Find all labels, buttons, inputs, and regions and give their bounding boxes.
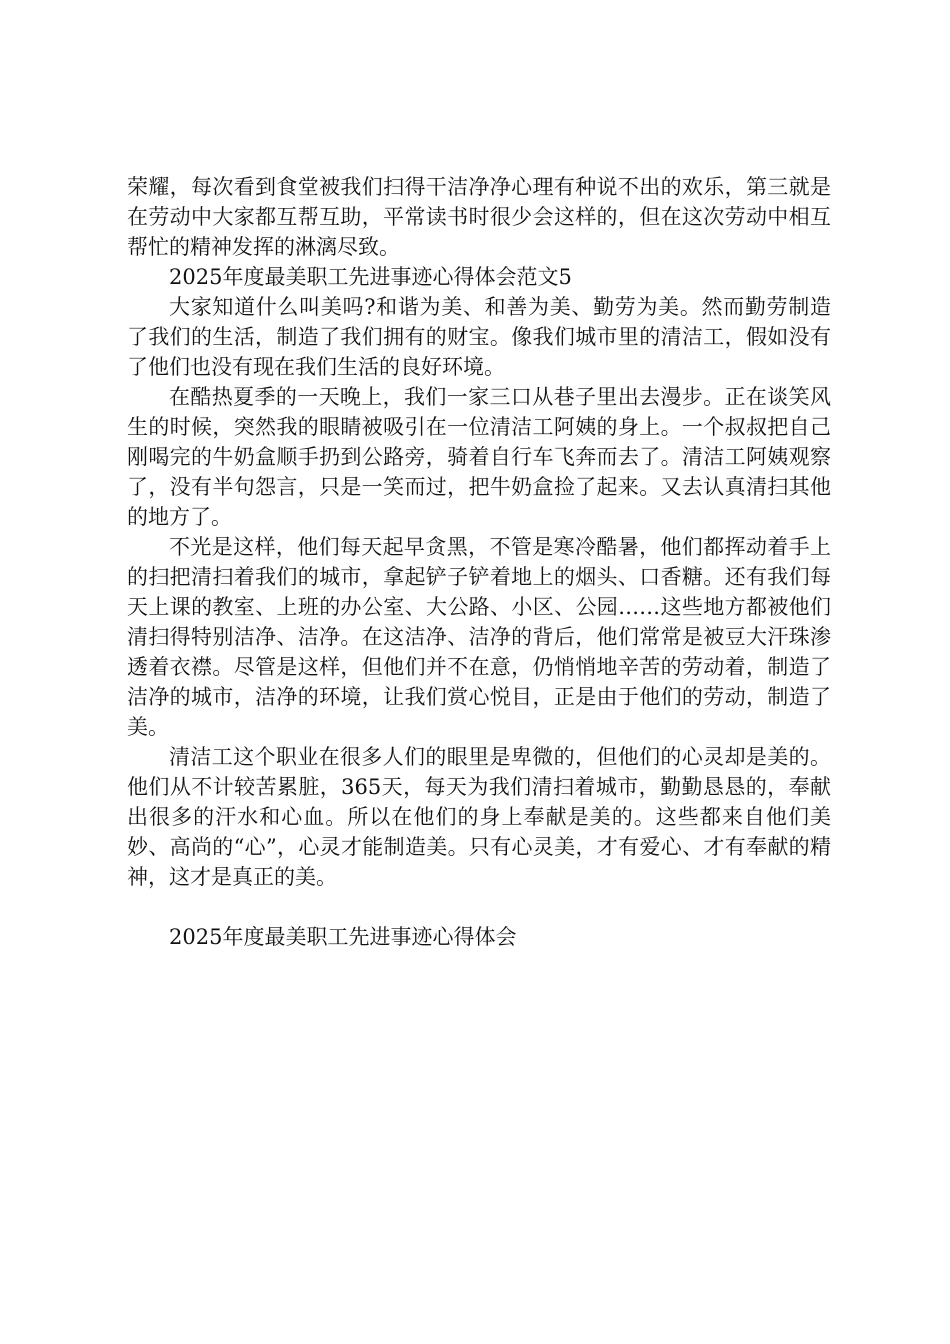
continuation-paragraph: 荣耀，每次看到食堂被我们扫得干洁净净心理有种说不出的欢乐，第三就是在劳动中大家都互帮互助，平常读书时很少会这样的，但在这次劳动中相互帮忙的精神发挥的淋漓尽致。	[127, 175, 831, 259]
body-paragraph-3: 不光是这样，他们每天起早贪黑，不管是寒冷酷暑，他们都挥动着手上的扫把清扫着我们的城市，拿起铲子铲着地上的烟头、口香糖。还有我们每天上课的教室、上班的办公室、大公路、小区、公园……这些地方都被他们清扫得特别洁净、洁净。在这洁净、洁净的背后，他们常常是被豆大汗珠渗透着衣襟。尽管是这样，但他们并不在意，仍悄悄地辛苦的劳动着，制造了洁净的城市，洁净的环境，让我们赏心悦目，正是由于他们的劳动，制造了美。	[127, 535, 831, 739]
section-title: 2025年度最美职工先进事迹心得体会范文5	[169, 265, 572, 289]
body-paragraph-2: 在酷热夏季的一天晚上，我们一家三口从巷子里出去漫步。正在谈笑风生的时候，突然我的眼睛被吸引在一位清洁工阿姨的身上。一个叔叔把自己刚喝完的牛奶盒顺手扔到公路旁，骑着自行车飞奔而去了。清洁工阿姨观察了，没有半句怨言，只是一笑而过，把牛奶盒捡了起来。又去认真清扫其他的地方了。	[127, 385, 831, 529]
footer-title: 2025年度最美职工先进事迹心得体会	[169, 925, 517, 949]
document-body	[127, 172, 831, 952]
body-paragraph-1: 大家知道什么叫美吗?和谐为美、和善为美、勤劳为美。然而勤劳制造了我们的生活，制造了我们拥有的财宝。像我们城市里的清洁工，假如没有了他们也没有现在我们生活的良好环境。	[127, 295, 831, 379]
blank-line	[127, 892, 831, 922]
body-paragraph-4: 清洁工这个职业在很多人们的眼里是卑微的，但他们的心灵却是美的。他们从不计较苦累脏，365天，每天为我们清扫着城市，勤勤恳恳的，奉献出很多的汗水和心血。所以在他们的身上奉献是美的。这些都来自他们美妙、高尚的“心”，心灵才能制造美。只有心灵美，才有爱心、才有奉献的精神，这才是真正的美。	[127, 745, 831, 889]
